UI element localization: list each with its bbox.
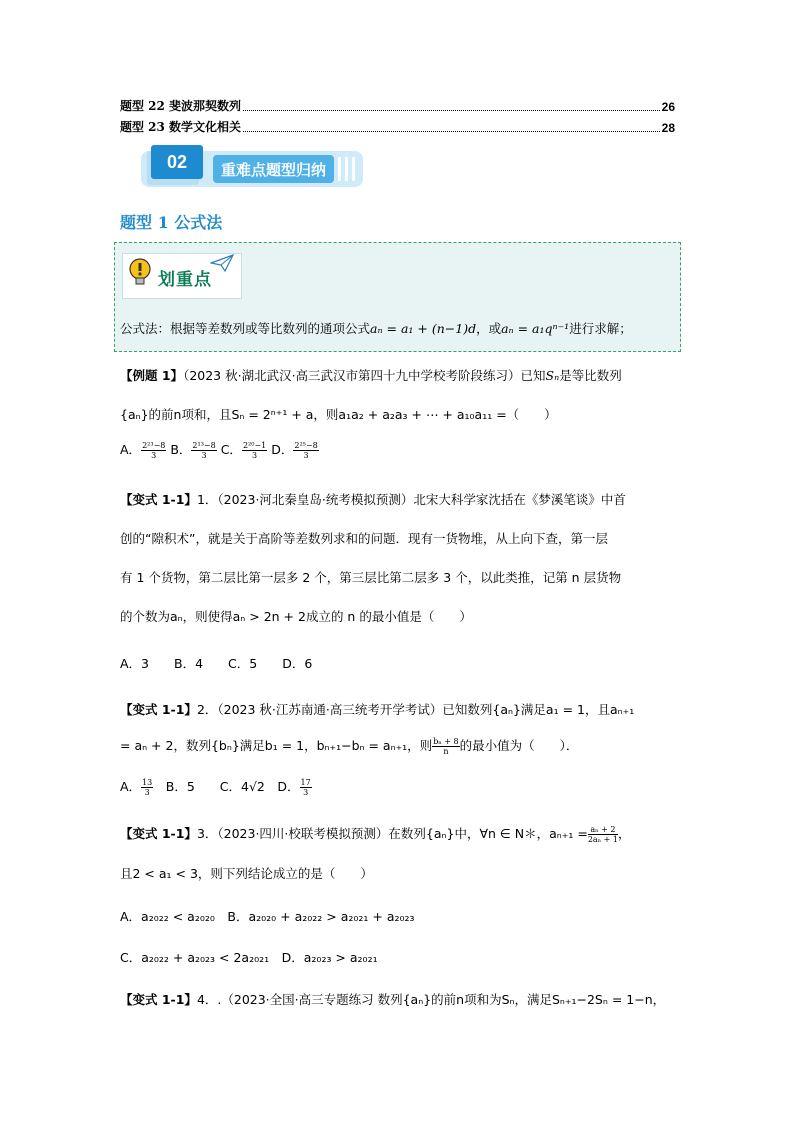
variant3-options-1: A．a₂₀₂₂ < a₂₀₂₀ B．a₂₀₂₀ + a₂₀₂₂ > a₂₀₂₁ + a₂₀₂₃	[120, 909, 415, 924]
variant3-line2: 且2 < a₁ < 3，则下列结论成立的是（ ）	[120, 866, 373, 881]
banner-title: 重难点题型归纳	[213, 155, 334, 183]
formula-text-suffix: 进行求解；	[569, 321, 632, 336]
toc-entry[interactable]	[120, 98, 675, 114]
example-line1-end: 是等比数列	[559, 368, 622, 383]
option-a-fraction: $\frac{\text{2²³−8}}{3}$	[142, 441, 166, 460]
badge-text: 划重点	[158, 270, 212, 290]
option-b-fraction: $\frac{\text{2¹³−8}}{3}$	[192, 441, 216, 460]
variant2-line2	[120, 736, 578, 756]
variant-tag: 【变式 1-1】	[120, 826, 197, 841]
option-a-key: A．	[120, 779, 142, 794]
options-middle: B．5 C．4√2 D．	[153, 779, 300, 794]
toc-page: 26	[661, 100, 675, 114]
toc-entry[interactable]	[120, 119, 675, 135]
paper-plane-icon	[210, 254, 234, 272]
variant4-line1	[120, 990, 665, 1008]
variant-text: 3．（2023·四川·校联考模拟预测）在数列{aₙ}中，∀n ∈ N＊，aₙ₊₁ =	[196, 826, 588, 841]
example-source: （2023 秋·湖北武汉·高三武汉市第四十九中学校考阶段练习）已知	[183, 368, 546, 383]
variant3-options-2: C．a₂₀₂₂ + a₂₀₂₃ < 2a₂₀₂₁ D．a₂₀₂₃ > a₂₀₂₁	[120, 950, 378, 965]
variant1-line4: 的个数为aₙ，则使得aₙ > 2n + 2成立的 n 的最小值是（ ）	[120, 609, 472, 624]
toc-label: 题型 22 斐波那契数列	[120, 99, 242, 113]
example-question: {aₙ}的前n项和，且Sₙ = 2ⁿ⁺¹ + a，则a₁a₂ + a₂a₃ + ⋯ + a₁₀a₁₁ =（ ）	[120, 407, 557, 422]
variant2-text-b: 的最小值为（ ）．	[459, 738, 579, 753]
toc-leader	[243, 131, 660, 132]
option-d-key: D．	[271, 442, 294, 457]
variant1-line2: 创的“隙积术”，就是关于高阶等差数列求和的问题．现有一货物堆，从上向下查，第一层	[120, 531, 608, 546]
key-point-text	[120, 319, 632, 337]
example1-options	[120, 440, 319, 460]
option-c-fraction: $\frac{\text{2²⁰−1}}{3}$	[242, 441, 267, 460]
variant-tag: 【变式 1-1】	[120, 992, 197, 1007]
variant3-fraction: $\frac{\text{aₙ + 2}}{\text{2aₙ + 1}}$	[587, 825, 619, 844]
option-b-key: B．	[170, 442, 192, 457]
option-d-fraction: $\frac{17}{3}$	[300, 778, 311, 797]
variant-tag: 【变式 1-1】	[120, 492, 197, 507]
option-a-key: A．	[120, 442, 142, 457]
variant2-text-a: = aₙ + 2，数列{bₙ}满足b₁ = 1，bₙ₊₁−bₙ = aₙ₊₁，则	[120, 738, 433, 753]
example1-line2	[120, 405, 557, 423]
lightbulb-icon	[127, 258, 153, 288]
banner-number: 02	[151, 145, 203, 179]
variant-tag: 【变式 1-1】	[120, 702, 197, 717]
option-c-key: C．	[220, 442, 242, 457]
example-sn: Sₙ	[545, 368, 560, 383]
toc-leader	[243, 110, 660, 111]
toc-page: 28	[661, 121, 675, 135]
variant1-line1	[120, 490, 626, 508]
variant-text: 1．（2023·河北秦皇岛·统考模拟预测）北宋大科学家沈括在《梦溪笔谈》中首	[196, 492, 626, 507]
formula-text-prefix: 公式法：根据等差数列或等比数列的通项公式	[120, 321, 371, 336]
variant3-line1	[120, 824, 631, 844]
variant1-options: A．3 B．4 C．5 D．6	[120, 656, 313, 671]
formula-text-mid: ，或	[476, 321, 502, 336]
option-d-fraction: $\frac{\text{2²⁵−8}}{3}$	[294, 441, 318, 460]
formula-geometric: aₙ = a₁qⁿ⁻¹	[501, 321, 570, 336]
variant2-options	[120, 777, 312, 797]
toc-label: 题型 23 数学文化相关	[120, 120, 242, 134]
variant-text: 4．.（2023·全国·高三专题练习 数列{aₙ}的前n项和为Sₙ，满足Sₙ₊₁−2Sₙ = 1−n，	[196, 992, 666, 1007]
variant2-line1	[120, 700, 634, 718]
variant3-comma: ，	[618, 826, 631, 841]
example-tag: 【例题 1】	[120, 368, 184, 383]
variant2-fraction: $\frac{\text{bₙ + 8}}{n}$	[433, 737, 459, 756]
banner-bars	[338, 157, 355, 181]
example1-line1	[120, 366, 622, 384]
variant-text: 2．（2023 秋·江苏南通·高三统考开学考试）已知数列{aₙ}满足a₁ = 1，且aₙ₊₁	[196, 702, 635, 717]
option-a-fraction: $\frac{13}{3}$	[142, 778, 153, 797]
section-banner	[133, 145, 365, 189]
formula-arithmetic: aₙ = a₁ + (n−1)d	[370, 321, 477, 336]
variant1-line3: 有 1 个货物，第二层比第一层多 2 个，第三层比第二层多 3 个，以此类推，记第 n 层货物	[120, 570, 622, 585]
section-title: 题型 1 公式法	[120, 213, 223, 232]
